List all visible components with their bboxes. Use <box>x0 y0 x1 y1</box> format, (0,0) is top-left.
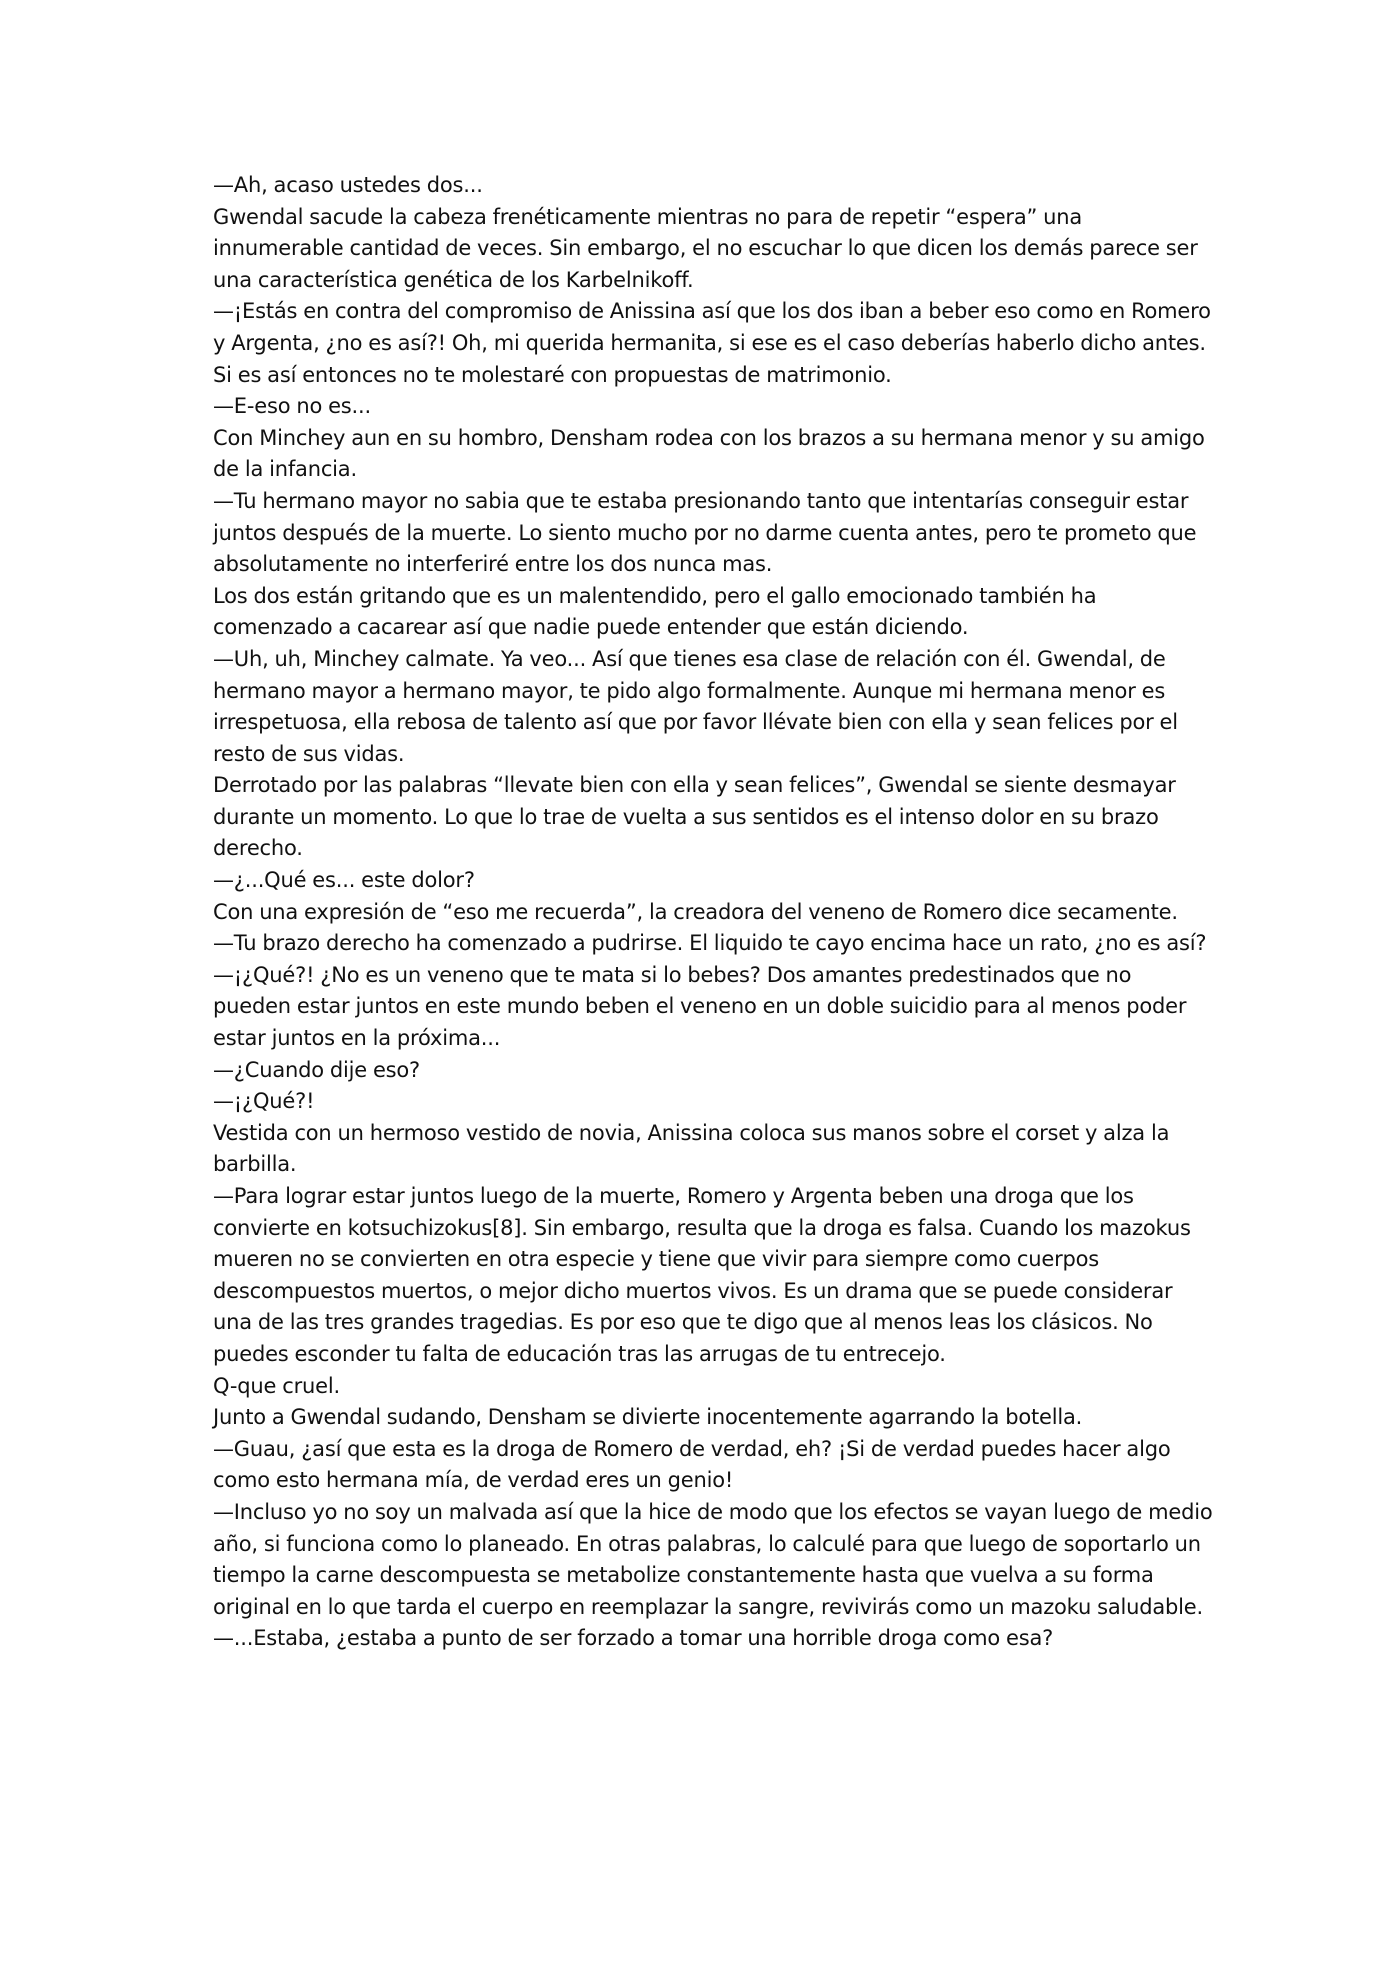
paragraph: —¿...Qué es... este dolor? <box>213 868 475 893</box>
document-body <box>213 170 1213 1655</box>
paragraph: Los dos están gritando que es un malentendido, pero el gallo emocionado también ha comenzado a cacarear así que nadie puede entender que están diciendo. <box>213 583 1097 640</box>
paragraph: Con una expresión de “eso me recuerda”, la creadora del veneno de Romero dice secamente. <box>213 899 1178 924</box>
paragraph: Vestida con un hermoso vestido de novia, Anissina coloca sus manos sobre el corset y alza la barbilla. <box>213 1120 1170 1177</box>
paragraph: —E-eso no es... <box>213 394 371 419</box>
paragraph: Con Minchey aun en su hombro, Densham rodea con los brazos a su hermana menor y su amigo de la infancia. <box>213 425 1205 482</box>
paragraph: Gwendal sacude la cabeza frenéticamente mientras no para de repetir “espera” una innumerable cantidad de veces. Sin embargo, el no escuchar lo que dicen los demás parece ser una característica genética de los Karbelnikoff. <box>213 204 1198 292</box>
paragraph: Q-que cruel. <box>213 1373 340 1398</box>
paragraph: —Incluso yo no soy un malvada así que la hice de modo que los efectos se vayan luego de medio año, si funciona como lo planeado. En otras palabras, lo calculé para que luego de soportarlo un tiempo la carne descompuesta se metabolize constantemente hasta que vuelva a su forma original en lo que tarda el cuerpo en reemplazar la sangre, revivirás como un mazoku saludable. <box>213 1499 1213 1619</box>
paragraph: —Tu brazo derecho ha comenzado a pudrirse. El liquido te cayo encima hace un rato, ¿no es así? <box>213 931 1207 956</box>
paragraph: —¡Estás en contra del compromiso de Anissina así que los dos iban a beber eso como en Romero y Argenta, ¿no es así?! Oh, mi querida hermanita, si ese es el caso deberías haberlo dicho antes. Si es así entonces no te molestaré con propuestas de matrimonio. <box>213 299 1211 387</box>
paragraph: —...Estaba, ¿estaba a punto de ser forzado a tomar una horrible droga como esa? <box>213 1626 1054 1651</box>
paragraph: —¿Cuando dije eso? <box>213 1057 420 1082</box>
paragraph: —Uh, uh, Minchey calmate. Ya veo... Así que tienes esa clase de relación con él. Gwendal, de hermano mayor a hermano mayor, te pido algo formalmente. Aunque mi hermana menor es irrespetuosa, ella rebosa de talento así que por favor llévate bien con ella y sean felices por el resto de sus vidas. <box>213 646 1178 766</box>
paragraph: —Ah, acaso ustedes dos... <box>213 173 483 197</box>
paragraph: —¡¿Qué?! <box>213 1089 315 1114</box>
paragraph: Junto a Gwendal sudando, Densham se divierte inocentemente agarrando la botella. <box>213 1405 1083 1430</box>
paragraph: —Para lograr estar juntos luego de la muerte, Romero y Argenta beben una droga que los convierte en kotsuchizokus[8]. Sin embargo, resulta que la droga es falsa. Cuando los mazokus mueren no se convierten en otra especie y tiene que vivir para siempre como cuerpos descompuestos muertos, o mejor dicho muertos vivos. Es un drama que se puede considerar una de las tres grandes tragedias. Es por eso que te digo que al menos leas los clásicos. No puedes esconder tu falta de educación tras las arrugas de tu entrecejo. <box>213 1184 1191 1366</box>
paragraph: —Tu hermano mayor no sabia que te estaba presionando tanto que intentarías conseguir estar juntos después de la muerte. Lo siento mucho por no darme cuenta antes, pero te prometo que absolutamente no interferiré entre los dos nunca mas. <box>213 488 1197 577</box>
paragraph: Derrotado por las palabras “llevate bien con ella y sean felices”, Gwendal se siente desmayar durante un momento. Lo que lo trae de vuelta a sus sentidos es el intenso dolor en su brazo derecho. <box>213 773 1176 861</box>
paragraph: —¡¿Qué?! ¿No es un veneno que te mata si lo bebes? Dos amantes predestinados que no pueden estar juntos en este mundo beben el veneno en un doble suicidio para al menos poder estar juntos en la próxima... <box>213 962 1187 1051</box>
paragraph: —Guau, ¿así que esta es la droga de Romero de verdad, eh? ¡Si de verdad puedes hacer algo como esto hermana mía, de verdad eres un genio! <box>213 1436 1171 1493</box>
